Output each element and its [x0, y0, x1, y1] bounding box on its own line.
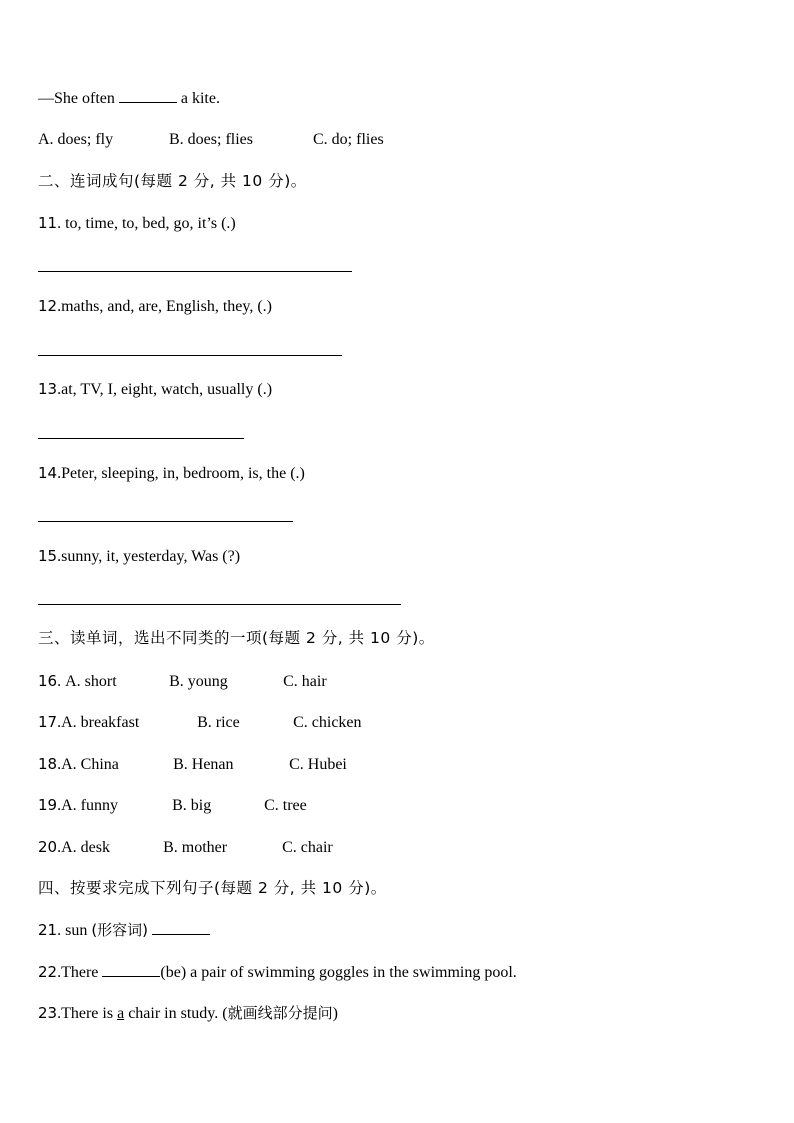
q19-option-c: C. tree	[264, 797, 307, 814]
section4-heading: 四、按要求完成下列句子(每题 2 分, 共 10 分)。	[38, 879, 387, 897]
section3-heading: 三、读单词，选出不同类的一项(每题 2 分, 共 10 分)。	[38, 629, 435, 647]
q18	[38, 754, 347, 775]
q22	[38, 962, 517, 983]
q19	[38, 795, 307, 816]
q17-option-c: C. chicken	[293, 714, 362, 731]
q12-answer-line	[38, 355, 342, 356]
q15-number: 15	[38, 547, 58, 565]
q14-text: .Peter, sleeping, in, bedroom, is, the (.)	[57, 465, 305, 482]
q19-number: 19	[38, 796, 58, 814]
q20-option-a: A. desk	[61, 839, 110, 856]
q10-option-a: A. does; fly	[38, 131, 114, 148]
q10-option-c: C. do; flies	[313, 131, 384, 148]
q11-answer-line	[38, 271, 352, 272]
q13-number: 13	[38, 380, 58, 398]
q16-option-b: B. young	[169, 673, 228, 690]
q16-sep: .	[57, 673, 66, 690]
q10-options	[38, 130, 384, 150]
q13	[38, 379, 272, 400]
q10-suffix: a kite.	[176, 90, 220, 107]
q13-answer-line	[38, 438, 244, 439]
q23-hint: 就画线部分提问	[227, 1004, 333, 1022]
q19-option-b: B. big	[172, 797, 212, 814]
q21	[38, 920, 210, 941]
q15-answer-line	[38, 604, 401, 605]
q19-option-a: A. funny	[61, 797, 118, 814]
q11	[38, 213, 236, 234]
q18-option-a: A. China	[61, 756, 119, 773]
q16-option-c: C. hair	[283, 673, 327, 690]
q14	[38, 463, 305, 484]
q12	[38, 296, 272, 317]
q18-number: 18	[38, 755, 58, 773]
q17	[38, 712, 362, 733]
q23-number: 23	[38, 1004, 58, 1022]
q16-number: 16	[38, 672, 58, 690]
q17-number: 17	[38, 713, 58, 731]
q10-option-b: B. does; flies	[169, 131, 253, 148]
q13-text: .at, TV, I, eight, watch, usually (.)	[57, 381, 273, 398]
q21-blank	[152, 920, 210, 935]
q23-close: )	[332, 1005, 338, 1022]
q20-number: 20	[38, 838, 58, 856]
q22-blank	[102, 962, 160, 977]
q20-option-c: C. chair	[282, 839, 333, 856]
q23	[38, 1003, 338, 1024]
q21-text: . sun	[57, 922, 92, 939]
q15	[38, 546, 240, 567]
q17-option-b: B. rice	[197, 714, 240, 731]
q16	[38, 671, 327, 692]
q18-option-c: C. Hubei	[289, 756, 347, 773]
q18-sep: .	[57, 756, 62, 773]
q17-option-a: A. breakfast	[61, 714, 140, 731]
q14-number: 14	[38, 464, 58, 482]
q17-sep: .	[57, 714, 62, 731]
q19-sep: .	[57, 797, 62, 814]
q22-prefix: .There	[57, 964, 103, 981]
q16-option-a: A. short	[65, 673, 117, 690]
section2-heading: 二、连词成句(每题 2 分, 共 10 分)。	[38, 172, 307, 190]
q11-text: . to, time, to, bed, go, it’s (.)	[57, 215, 236, 232]
q11-number: 11	[38, 214, 58, 232]
q23-underlined-word: a	[117, 1005, 125, 1022]
q23-prefix: .There is	[57, 1005, 118, 1022]
q10-blank	[119, 88, 177, 103]
q15-text: .sunny, it, yesterday, Was (?)	[57, 548, 241, 565]
q20-option-b: B. mother	[163, 839, 228, 856]
q22-suffix: (be) a pair of swimming goggles in the swimming pool.	[160, 964, 517, 981]
q12-text: .maths, and, are, English, they, (.)	[57, 298, 272, 315]
q20	[38, 837, 333, 858]
q12-number: 12	[38, 297, 58, 315]
q10-sentence	[38, 88, 220, 109]
q22-number: 22	[38, 963, 58, 981]
q18-option-b: B. Henan	[173, 756, 234, 773]
q21-number: 21	[38, 921, 58, 939]
q10-prefix: —She often	[38, 90, 119, 107]
q14-answer-line	[38, 521, 293, 522]
q21-hint: (形容词)	[91, 921, 149, 939]
q23-suffix: chair in study. (	[124, 1005, 228, 1022]
q20-sep: .	[57, 839, 62, 856]
